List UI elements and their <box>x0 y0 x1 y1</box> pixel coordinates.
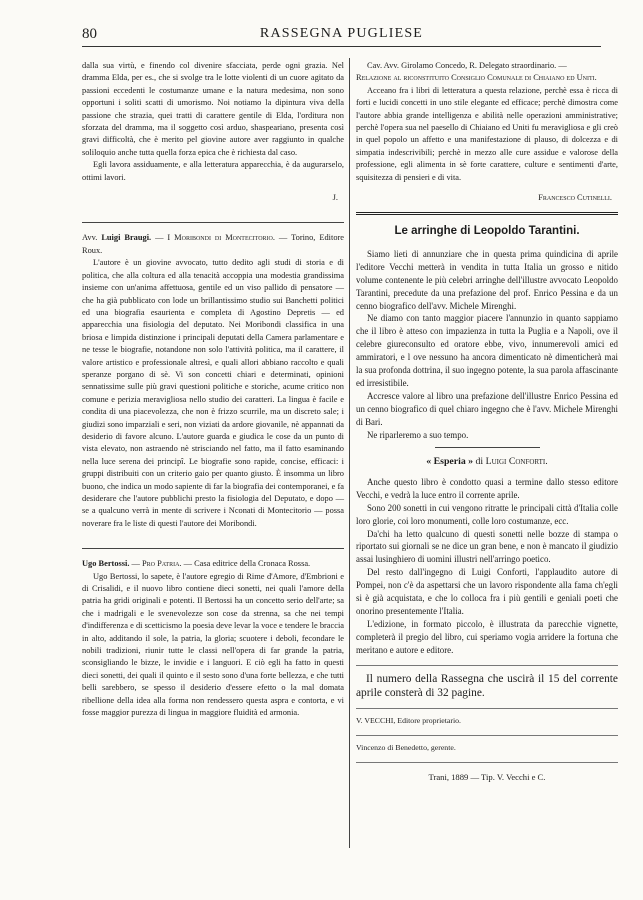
review-title: I Moribondi di Montecitorio. <box>167 233 275 243</box>
article-paragraph: Da'chi ha letto qualcuno di questi sonetti nelle bozze di stampa o riportato sui giornali se ne dice un gran bene, e non è mancato il giudizio assai lusinghiero di uomini illustri nell'arringo poetico. <box>356 528 618 565</box>
colophon: Trani, 1889 — Tip. V. Vecchi e C. <box>428 772 546 783</box>
article-paragraph: Anche questo libro è condotto quasi a termine dallo stesso editore Vecchi, e vedrà la luce entro il corrente aprile. <box>356 476 618 500</box>
review-publisher: — Casa editrice della Cronaca Rossa. <box>183 559 311 569</box>
esperia-article <box>356 476 618 657</box>
tarantini-title: Le arringhe di Leopoldo Tarantini. <box>394 225 580 238</box>
review-braugi-heading: Avv. Luigi Braugi. — I Moribondi di Montecitorio. — Torino, Editore Roux. <box>82 233 345 255</box>
article-paragraph: Ne diamo con tanto maggior piacere l'annunzio in quanto sappiamo che il libro è atteso con impazienza in tutta la Puglia e a Napoli, ove il celebre giureconsulto ed oratore ebbe, vivo, innumerevoli amici ed ammiratori, e l ove nessuno ha ancora dimenticato nè dimenticherà mai la sua profonda dottrina, il suo ingegno potente, la sua parola affascinante ed irresistibile. <box>356 313 618 388</box>
report-title: Relazione al riconstituito Consiglio Comunale di Chiaiano ed Uniti. <box>356 73 597 83</box>
short-divider <box>435 447 540 448</box>
running-head <box>82 26 601 47</box>
review-author: Luigi Braugi. <box>101 233 152 243</box>
divider <box>356 708 618 709</box>
divider <box>82 222 344 223</box>
continued-review-text: dalla sua virtù, e finendo col divenire sfacciata, perde ogni grazia. Nel dramma Elda, per es., che si svolge tra le lotte violenti di un cuore agitato da passioni eccedenti le costumanze umane e la natura medesima, non sono opportuni i soliti scatti di umorismo. Noi notiamo la dipintura viva della passione che strazia, quei tratti di carattere gentile di Elda, l'orditura non sforzata del dramma, ma il soggetto così arduo, shaspeariano, presenta così gravi difficoltà, che è merito pel giovine autore aver raggiunto in qualche soliloquio anche tutta quella forza epica che è richiesta dal caso. <box>82 61 344 157</box>
review-title: — Pro Patria. <box>131 559 182 569</box>
review-braugi-body: L'autore è un giovine avvocato, tutto dedito agli studi di storia e di politica, che alla coltura ed alla tenacità accoppia una modestia grandissima insieme con un'anima affettuosa, gentile ed un viso pallido di pensatore — che ha già pubblicato con lode un brillantissimo studio sui Banchetti politici ed una biografia esaurienta e completa di Agostino Depretis — ed apparecchia una fisiologia del deputato. Nei Moribondi classifica in una briosa e limpida distinzione i principali deputati della Camera parlamentare e ne tesse le biografie, notandone non solo l'attività politica, ma il carattere, il valore artistico e professionale altresì, e quali allori abbiano raccolto e quali speranze porgano di sè. Vi son concetti chiari e determinati, opinioni sennatissime sulle più gravi questioni politiche e storiche, acume critico non comune e perizia meravigliosa nello studio dei caratteri. La lingua è facile e condita di una piacevolezza, che non è frizzo scurrile, ma un discreto sale; i giudizi sono imparziali e seri, non viziati da ardore giovanile, nè appannati da desiderio di favore alcuno. L'autore guarda e giudica le cose da un punto di vista elevato, non astraendo nè strisciando nel fatto, ma il fatto esaminando nella luce serena dei principî. Le biografie sono rapide, concise, efficaci: i gruppi distribuiti con un criterio gaio per quanto giusto. È insomma un libro buono, che indica un modo sapiente di far la biografia dei contemporanei, e fa desiderare che l'autore pubblichi presto la fisiologia del Deputato, e dopo — se a qualcuno verrà in mente di scrivere i Nconati di Montecitorio — possa noverare fra le liste di questi l'autore dei Moribondi. <box>82 258 344 528</box>
review-bertossi-heading <box>82 558 344 570</box>
review-signature: J. <box>332 193 338 203</box>
article-paragraph: Del resto dall'ingegno di Luigi Conforti, l'applaudito autore di Pompei, non c'è da aspettarsi che un lavoro rispondente alla fama ch'egli si è già acquistata, e che lo colloca fra i più gentili e geniali poeti che onorino presentemente l'Italia. <box>356 567 618 616</box>
article-paragraph: Ne riparleremo a suo tempo. <box>367 429 469 440</box>
esperia-by: di <box>473 456 486 468</box>
divider <box>356 665 618 666</box>
journal-title: RASSEGNA PUGLIESE <box>259 26 424 41</box>
notice-text: Il numero della Rassegna che uscirà il 15 del corrente aprile consterà di 32 pagine. <box>356 672 618 699</box>
report-author-line: Cav. Avv. Girolamo Concedo, R. Delegato straordinario. — <box>367 61 567 70</box>
divider <box>356 762 618 763</box>
double-divider <box>356 212 618 215</box>
esperia-name: « Esperia » <box>426 456 474 468</box>
article-paragraph: Siamo lieti di annunziare che in questa prima quindicina di aprile l'editore Vecchi metterà in vendita in tutta Italia un grosso e nitido volume contenente le più celebri arringhe dell'illustre avvocato Leopoldo Tarantini, precedute da una prefazione del prof. Enrico Pessina e da un cenno biografico dell'avv. Michele Mirenghi. <box>356 248 618 311</box>
page-number: 80 <box>82 26 97 42</box>
tarantini-article <box>356 248 618 442</box>
manager-line: Vincenzo di Benedetto, gerente. <box>356 742 456 752</box>
divider <box>356 735 618 736</box>
divider <box>82 548 344 549</box>
left-column <box>82 60 344 720</box>
esperia-author: Luigi Conforti. <box>485 456 548 468</box>
esperia-title <box>356 456 618 468</box>
right-column <box>356 60 618 784</box>
report-signature: Francesco Cutinelli. <box>538 193 612 203</box>
proprietor-line: V. VECCHI, Editore proprietario. <box>356 715 461 725</box>
review-author: Ugo Bertossi. <box>82 559 130 569</box>
review-bertossi-body: Ugo Bertossi, lo sapete, è l'autore egregio di Rime d'Amore, d'Embrioni e di Crisalidi, e il nuovo libro contiene dieci sonetti, nei quali l'amore della patria ha gridi originali e potenti. Il Bertossi ha un concetto serio dell'arte; sa che i madrigali e le svenevolezze son cose da strenna, sa che nei tempi d'indifferenza e di scetticismo la poesia deve levar la voce e tendere le braccia in alto, additando il sole, la patria, la gloria; scuotere i deboli, fecondare le nobili tradizioni, riunir tutte le classi nell'opera di far grande la patria, sconsigliando le bizze, le invidie e i languori. E ciò egli ha fatto in questi dieci sonetti, dei quali il quinto e il sesto sono d'una forte bellezza, e che tutti belli sarebbero, se spesso il desiderio d'essere efetto o la mal domata ribellione della idea alla forma non rendessero questa aspra e contorta, e vi fosse maggior purezza di lingua in maggiore fluidità ed armonia. <box>82 571 344 718</box>
review-publisher: — Torino, Editore Roux. <box>82 233 345 255</box>
issue-notice <box>356 672 618 700</box>
article-paragraph: Accresce valore al libro una prefazione dell'illustre Enrico Pessina ed un cenno biografico di quel chiaro ingegno che è l'avv. Michele Mirenghi di Bari. <box>356 390 618 427</box>
article-paragraph: L'edizione, in formato piccolo, è illustrata da parecchie vignette, completerà il pregio del libro, cui speriamo vogia arridere la fortuna che meritano e autore e editore. <box>356 618 618 655</box>
report-body: Acceano fra i libri di letteratura a questa relazione, perchè essa è ricca di forti e lucidi concetti in uno stile elegante ed efficace; perchè dimostra come l'autore abbia grande intelligenza e abilità nelle operazioni amministrative; perchè l'opera sua nel paesello di Chiaiano ed Uniti fu meravigliosa e gli creò in quel popolo un affetto e una manifestazione di plauso, di dolcezza e di simpatia indescrivibili; perchè in mezzo alle cure assidue e valorose della professione, egli alimenta in sè forte carattere, culture e sentimenti d'arte, squisitezza di pensieri e di vita. <box>356 85 618 182</box>
article-paragraph: Sono 200 sonetti in cui vengono ritratte le principali città d'Italia colle loro glorie, coi loro monumenti, colle loro costumanze, ecc. <box>356 502 618 526</box>
author-prefix: Avv. <box>82 233 102 243</box>
closing-paragraph: Egli lavora assiduamente, e alla letteratura apparecchia, è da augurarselo, ottimi lavori. <box>82 160 344 182</box>
column-divider <box>349 58 350 848</box>
